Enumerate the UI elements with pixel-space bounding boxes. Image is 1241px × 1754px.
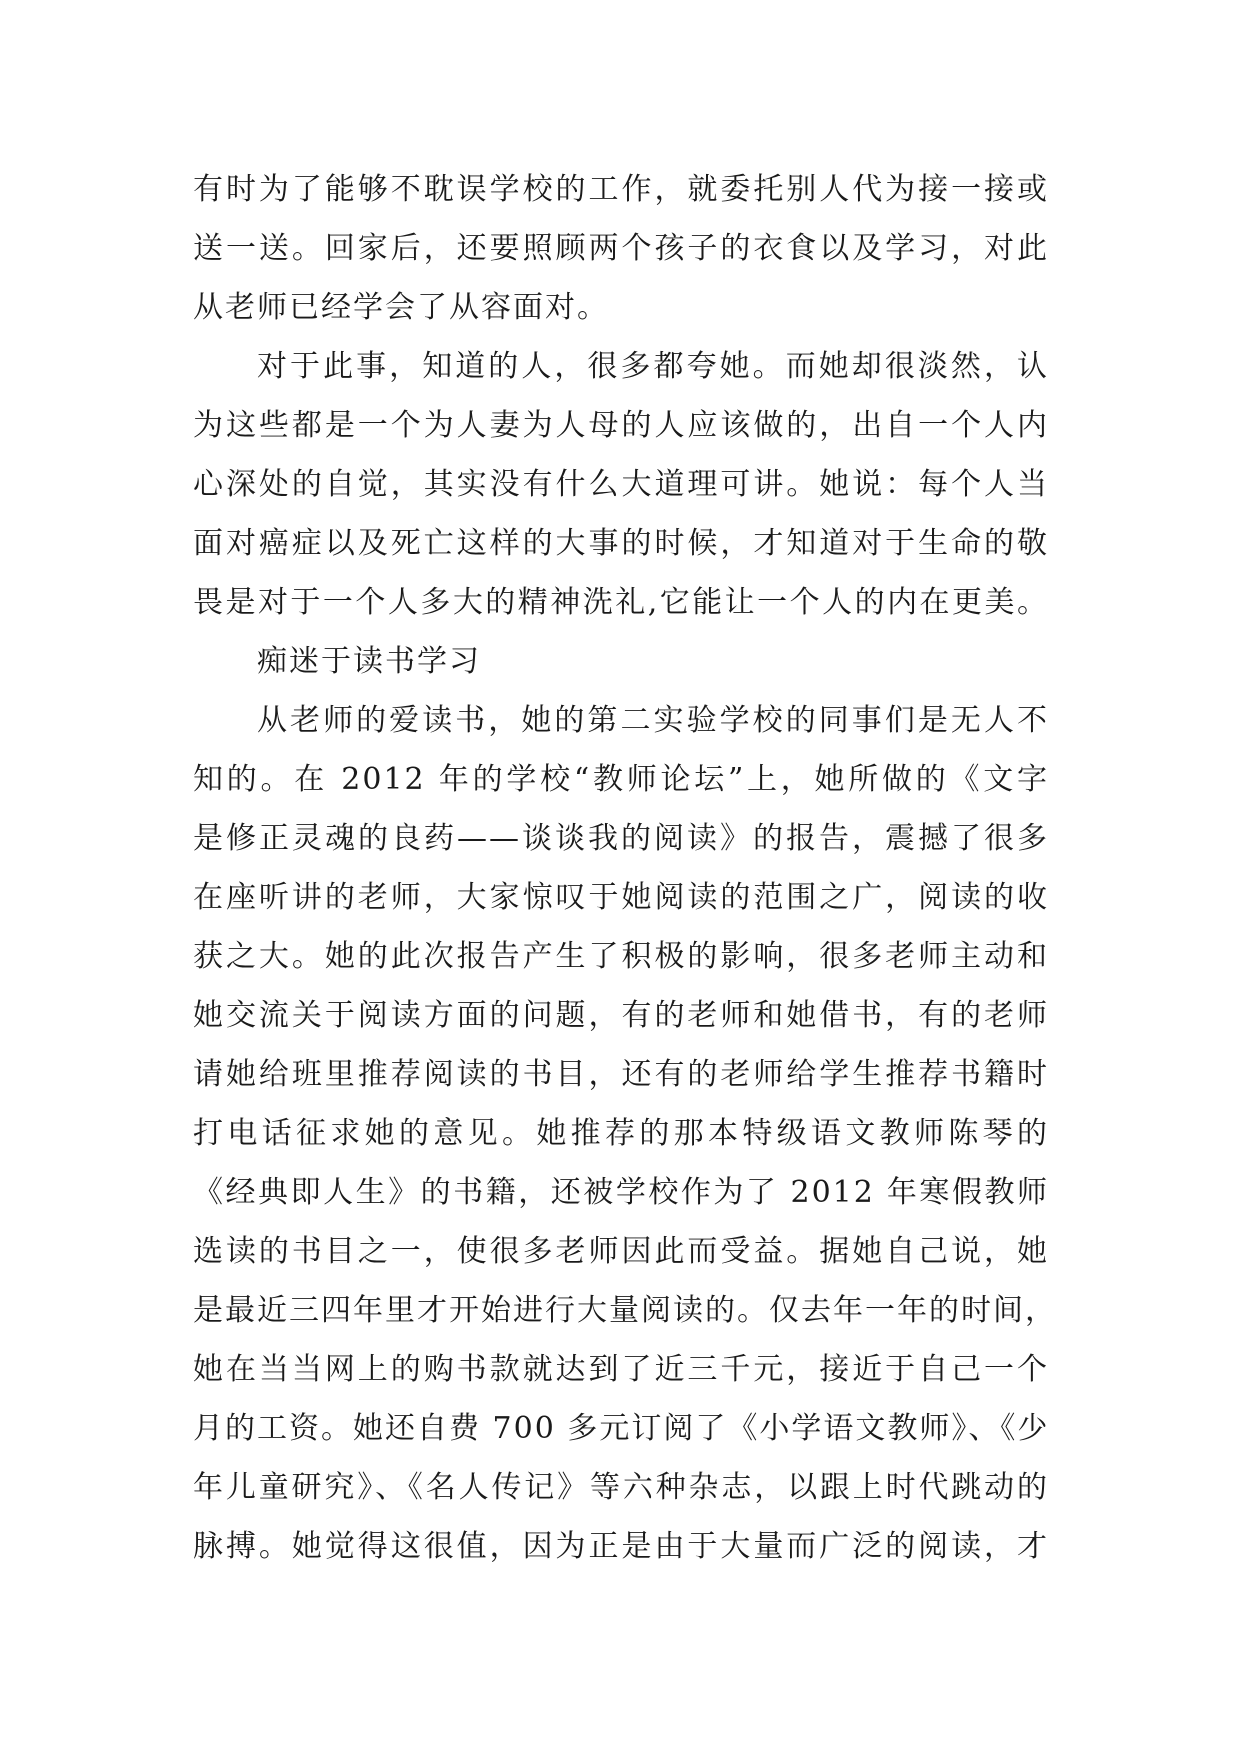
paragraph-start-line: 对于此事，知道的人，很多都夸她。而她却很淡然，认 [257,349,1049,384]
text-line: 请她给班里推荐阅读的书目，还有的老师给学生推荐书籍时 [193,1057,1049,1092]
text-line: 畏是对于一个人多大的精神洗礼,它能让一个人的内在更美。 [193,585,1049,620]
text-line: 是修正灵魂的良药——谈谈我的阅读》的报告，震撼了很多 [193,821,1049,856]
paragraph-start-line: 从老师的爱读书，她的第二实验学校的同事们是无人不 [257,703,1049,738]
text-line: 送一送。回家后，还要照顾两个孩子的衣食以及学习，对此 [193,231,1049,266]
text-line: 在座听讲的老师，大家惊叹于她阅读的范围之广，阅读的收 [193,880,1049,915]
body-text [193,160,1057,1576]
text-line: 《经典即人生》的书籍，还被学校作为了 2012 年寒假教师 [193,1175,1049,1210]
text-line: 有时为了能够不耽误学校的工作，就委托别人代为接一接或 [193,172,1049,207]
text-line: 打电话征求她的意见。她推荐的那本特级语文教师陈琴的 [193,1116,1049,1151]
text-line: 月的工资。她还自费 700 多元订阅了《小学语文教师》、《少 [193,1411,1050,1446]
text-line: 是最近三四年里才开始进行大量阅读的。仅去年一年的时间， [193,1293,1057,1328]
text-line: 脉搏。她觉得这很值，因为正是由于大量而广泛的阅读，才 [193,1529,1049,1564]
text-line: 年儿童研究》、《名人传记》等六种杂志，以跟上时代跳动的 [193,1470,1049,1505]
text-line: 知的。在 2012 年的学校“教师论坛”上，她所做的《文字 [193,762,1049,797]
text-line: 为这些都是一个为人妻为人母的人应该做的，出自一个人内 [193,408,1049,443]
section-heading: 痴迷于读书学习 [257,644,481,679]
text-line: 从老师已经学会了从容面对。 [193,290,609,325]
text-line: 面对癌症以及死亡这样的大事的时候，才知道对于生命的敬 [193,526,1049,561]
text-line: 选读的书目之一，使很多老师因此而受益。据她自己说，她 [193,1234,1049,1269]
text-line: 她交流关于阅读方面的问题，有的老师和她借书，有的老师 [193,998,1049,1033]
text-line: 获之大。她的此次报告产生了积极的影响，很多老师主动和 [193,939,1049,974]
text-line: 心深处的自觉，其实没有什么大道理可讲。她说：每个人当 [193,467,1049,502]
text-line: 她在当当网上的购书款就达到了近三千元，接近于自己一个 [193,1352,1049,1387]
